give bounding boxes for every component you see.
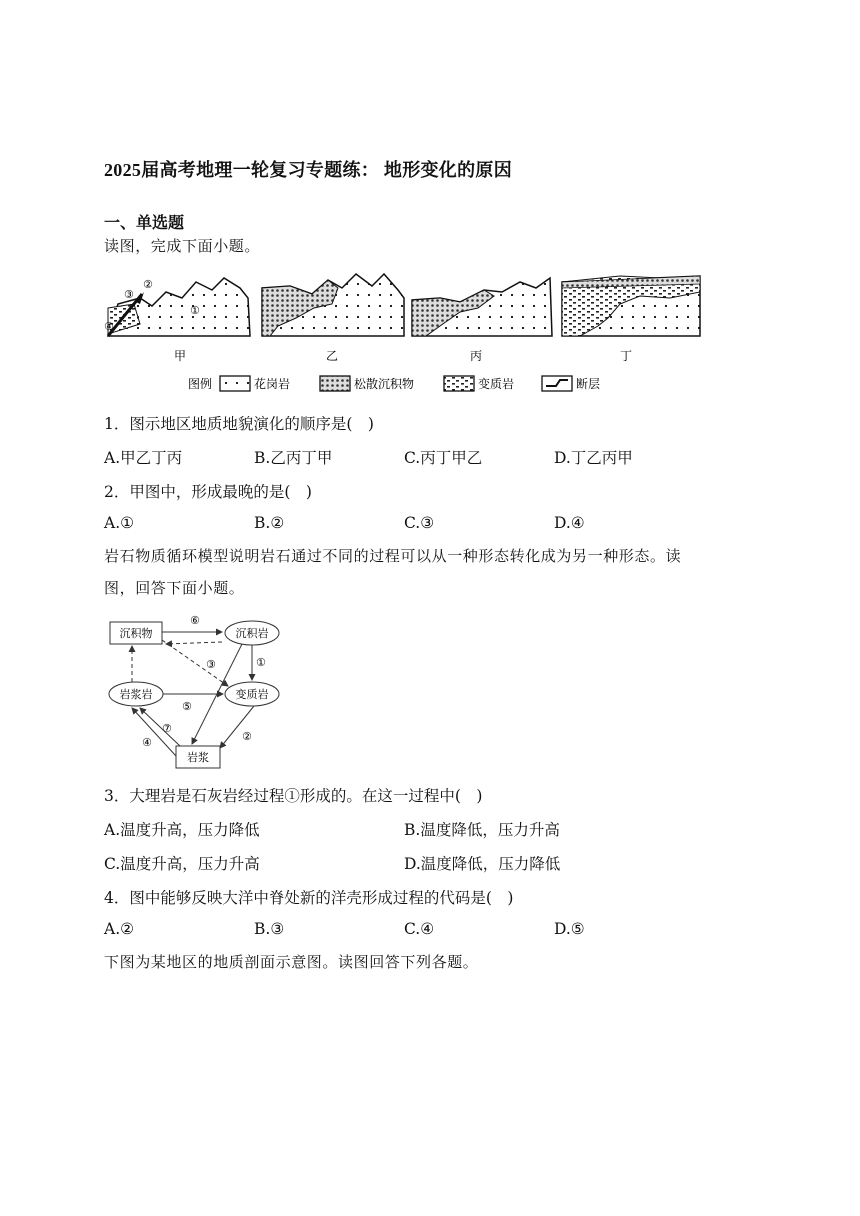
panel-label-jia: 甲 xyxy=(174,349,187,363)
marker-4: ④ xyxy=(104,320,114,333)
intro-text-2-line-1: 岩石物质循环模型说明岩石通过不同的过程可以从一种形态转化成为另一种形态。读 xyxy=(104,547,682,565)
marker-1: ① xyxy=(190,304,200,317)
process-label-3: ③ xyxy=(206,658,216,671)
question-1-option-b[interactable]: B.乙丙丁甲 xyxy=(254,449,333,467)
question-3-option-c[interactable]: C.温度升高，压力升高 xyxy=(104,855,260,873)
marker-3: ③ xyxy=(124,288,134,301)
question-2-option-d[interactable]: D.④ xyxy=(554,514,585,532)
page-title: 2025届高考地理一轮复习专题练： 地形变化的原因 xyxy=(104,160,512,180)
intro-text-2-line-2: 图，回答下面小题。 xyxy=(104,579,245,597)
node-igneous-label: 岩浆岩 xyxy=(119,688,153,701)
question-3-option-d[interactable]: D.温度降低，压力降低 xyxy=(404,855,561,873)
question-1-option-a[interactable]: A.甲乙丁丙 xyxy=(104,449,183,467)
question-4-option-a[interactable]: A.② xyxy=(104,920,135,938)
geology-cross-section-figure xyxy=(100,268,710,398)
node-sedimentary-label: 沉积岩 xyxy=(235,627,269,640)
panel-bing xyxy=(412,278,552,336)
process-label-7: ⑦ xyxy=(162,722,172,735)
question-2-option-c[interactable]: C.③ xyxy=(404,514,435,532)
question-1-option-d[interactable]: D.丁乙丙甲 xyxy=(554,449,633,467)
legend-metamorphic-label: 变质岩 xyxy=(478,377,515,391)
question-1-stem: 1．图示地区地质地貌演化的顺序是( ) xyxy=(104,415,374,433)
question-4-stem: 4．图中能够反映大洋中脊处新的洋壳形成过程的代码是( ) xyxy=(104,889,514,907)
question-3-option-a[interactable]: A.温度升高，压力降低 xyxy=(104,821,260,839)
legend-sediment-label: 松散沉积物 xyxy=(354,377,415,391)
legend-metamorphic-swatch xyxy=(444,376,474,391)
node-magma-label: 岩浆 xyxy=(187,751,209,764)
legend-sediment-swatch xyxy=(320,376,350,391)
question-3-option-b[interactable]: B.温度降低，压力升高 xyxy=(404,821,560,839)
marker-2: ② xyxy=(143,278,153,291)
process-label-6: ⑥ xyxy=(190,614,200,627)
question-4-option-c[interactable]: C.④ xyxy=(404,920,435,938)
question-2-stem: 2．甲图中，形成最晚的是( ) xyxy=(104,483,312,501)
panel-label-ding: 丁 xyxy=(620,349,633,363)
legend-fault-label: 断层 xyxy=(576,377,601,391)
question-2-option-b[interactable]: B.② xyxy=(254,514,285,532)
process-label-4: ④ xyxy=(142,736,152,749)
panel-jia xyxy=(108,278,250,336)
legend-granite-label: 花岗岩 xyxy=(254,377,291,391)
panel-label-bing: 丙 xyxy=(470,349,483,363)
section-heading: 一、单选题 xyxy=(104,213,185,232)
question-3-stem: 3．大理岩是石灰岩经过程①形成的。在这一过程中( ) xyxy=(104,787,483,805)
figure-legend xyxy=(188,376,600,391)
rock-cycle-diagram xyxy=(104,610,294,775)
intro-text-1: 读图，完成下面小题。 xyxy=(104,237,261,255)
legend-granite-swatch xyxy=(220,376,250,391)
process-label-5: ⑤ xyxy=(182,700,192,713)
panel-ding xyxy=(562,276,700,336)
question-4-option-d[interactable]: D.⑤ xyxy=(554,920,585,938)
question-2-option-a[interactable]: A.① xyxy=(104,514,135,532)
panel-yi xyxy=(262,274,404,336)
legend-title: 图例 xyxy=(188,377,213,391)
process-label-1: ① xyxy=(256,656,266,669)
process-label-2: ② xyxy=(242,730,252,743)
node-sediment-label: 沉积物 xyxy=(119,627,153,640)
node-metamorphic-label: 变质岩 xyxy=(235,688,269,701)
panel-label-yi: 乙 xyxy=(326,349,339,363)
intro-text-3: 下图为某地区的地质剖面示意图。读图回答下列各题。 xyxy=(104,953,479,971)
question-4-option-b[interactable]: B.③ xyxy=(254,920,285,938)
question-1-option-c[interactable]: C.丙丁甲乙 xyxy=(404,449,483,467)
